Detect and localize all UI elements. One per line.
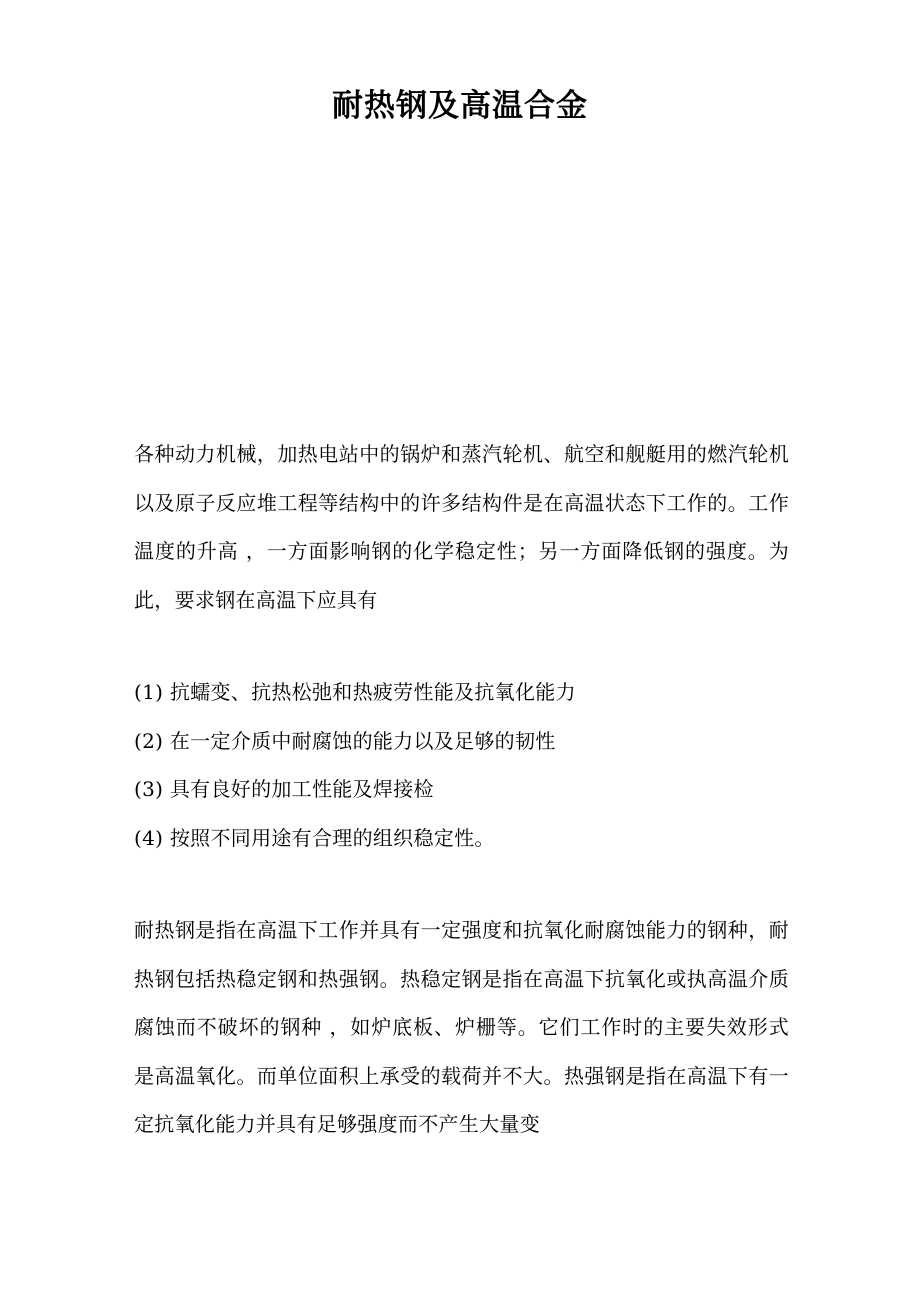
list-item: (4) 按照不同用途有合理的组织稳定性。: [134, 825, 495, 850]
requirements-list: [134, 668, 789, 862]
document-title: 耐热钢及高温合金: [332, 88, 588, 124]
definition-paragraph: 耐热钢是指在高温下工作并具有一定强度和抗氧化耐腐蚀能力的钢种，耐热钢包括热稳定钢和热强钢。热稳定钢是指在高温下抗氧化或执高温介质腐蚀而不破坏的钢种 ，如炉底板、炉栅等。它们工作时的主要失效形式是高温氧化。而单位面积上承受的载荷并不大。热强钢是指在高温下有一定抗氧化能力并具有足够强度而不产生大量变: [134, 918, 789, 1136]
list-item: (1) 抗蠕变、抗热松弛和热疲劳性能及抗氧化能力: [134, 680, 576, 704]
list-item: (2) 在一定介质中耐腐蚀的能力以及足够的韧性: [134, 728, 556, 753]
intro-paragraph: 各种动力机械，加热电站中的锅炉和蒸汽轮机、航空和舰艇用的燃汽轮机以及原子反应堆工程等结构中的许多结构件是在高温状态下工作的。工作温度的升高 ，一方面影响钢的化学稳定性；另一方面降低钢的强度。为此，要求钢在高温下应具有: [134, 442, 789, 612]
list-item: (3) 具有良好的加工性能及焊接检: [134, 777, 434, 801]
